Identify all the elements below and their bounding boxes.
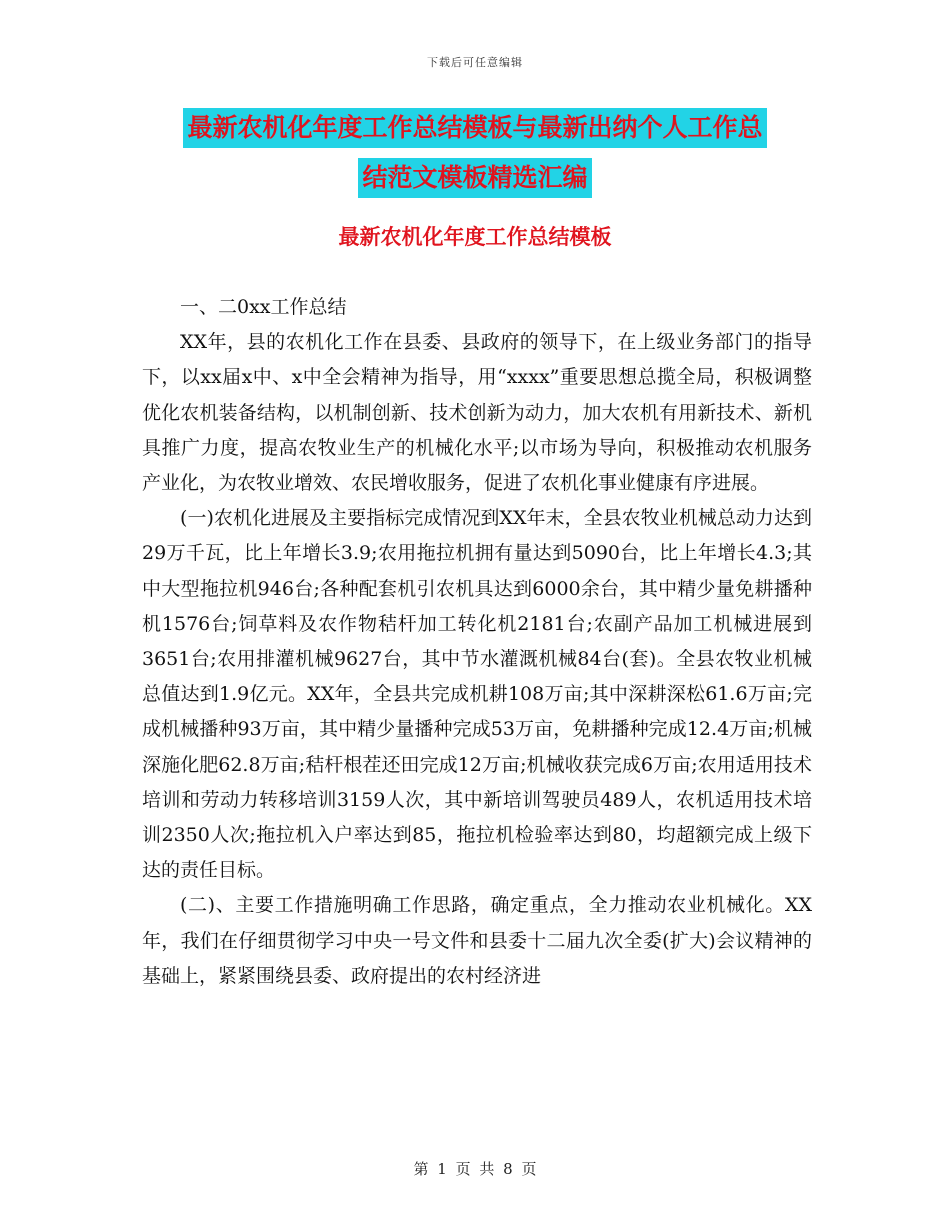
document-title-line-2: 结范文模板精选汇编: [358, 158, 591, 198]
paragraph-heading: 一、二0xx工作总结: [180, 296, 347, 318]
page-footer: 第 1 页 共 8 页: [413, 1160, 537, 1178]
body-text: [142, 290, 812, 994]
document-title: [0, 108, 950, 208]
document-title-line-1: 最新农机化年度工作总结模板与最新出纳个人工作总: [183, 108, 766, 148]
paragraph: (一)农机化进展及主要指标完成情况到XX年末，全县农牧业机械总动力达到29万千瓦，比上年增长3.9;农用拖拉机拥有量达到5090台，比上年增长4.3;其中大型拖拉机946台;各种配套机引农机具达到6000余台，其中精少量免耕播种机1576台;饲草料及农作物秸杆加工转化机2181台;农副产品加工机械进展到3651台;农用排灌机械9627台，其中节水灌溉机械84台(套)。全县农牧业机械总值达到1.9亿元。XX年，全县共完成机耕108万亩;其中深耕深松61.6万亩;完成机械播种93万亩，其中精少量播种完成53万亩，免耕播种完成12.4万亩;机械深施化肥62.8万亩;秸杆根茬还田完成12万亩;机械收获完成6万亩;农用适用技术培训和劳动力转移培训3159人次，其中新培训驾驶员489人，农机适用技术培训2350人次;拖拉机入户率达到85，拖拉机检验率达到80，均超额完成上级下达的责任目标。: [142, 507, 812, 882]
paragraph: (二)、主要工作措施明确工作思路，确定重点，全力推动农业机械化。XX年，我们在仔细贯彻学习中央一号文件和县委十二届九次全委(扩大)会议精神的基础上，紧紧围绕县委、政府提出的农村经济进: [142, 894, 812, 987]
section-title: 最新农机化年度工作总结模板: [338, 224, 612, 249]
header-note: 下载后可任意编辑: [427, 56, 523, 69]
paragraph: XX年，县的农机化工作在县委、县政府的领导下，在上级业务部门的指导下，以xx届x中、x中全会精神为指导，用“xxxx”重要思想总揽全局，积极调整优化农机装备结构，以机制创新、技术创新为动力，加大农机有用新技术、新机具推广力度，提高农牧业生产的机械化水平;以市场为导向，积极推动农机服务产业化，为农牧业增效、农民增收服务，促进了农机化事业健康有序进展。: [142, 331, 812, 495]
